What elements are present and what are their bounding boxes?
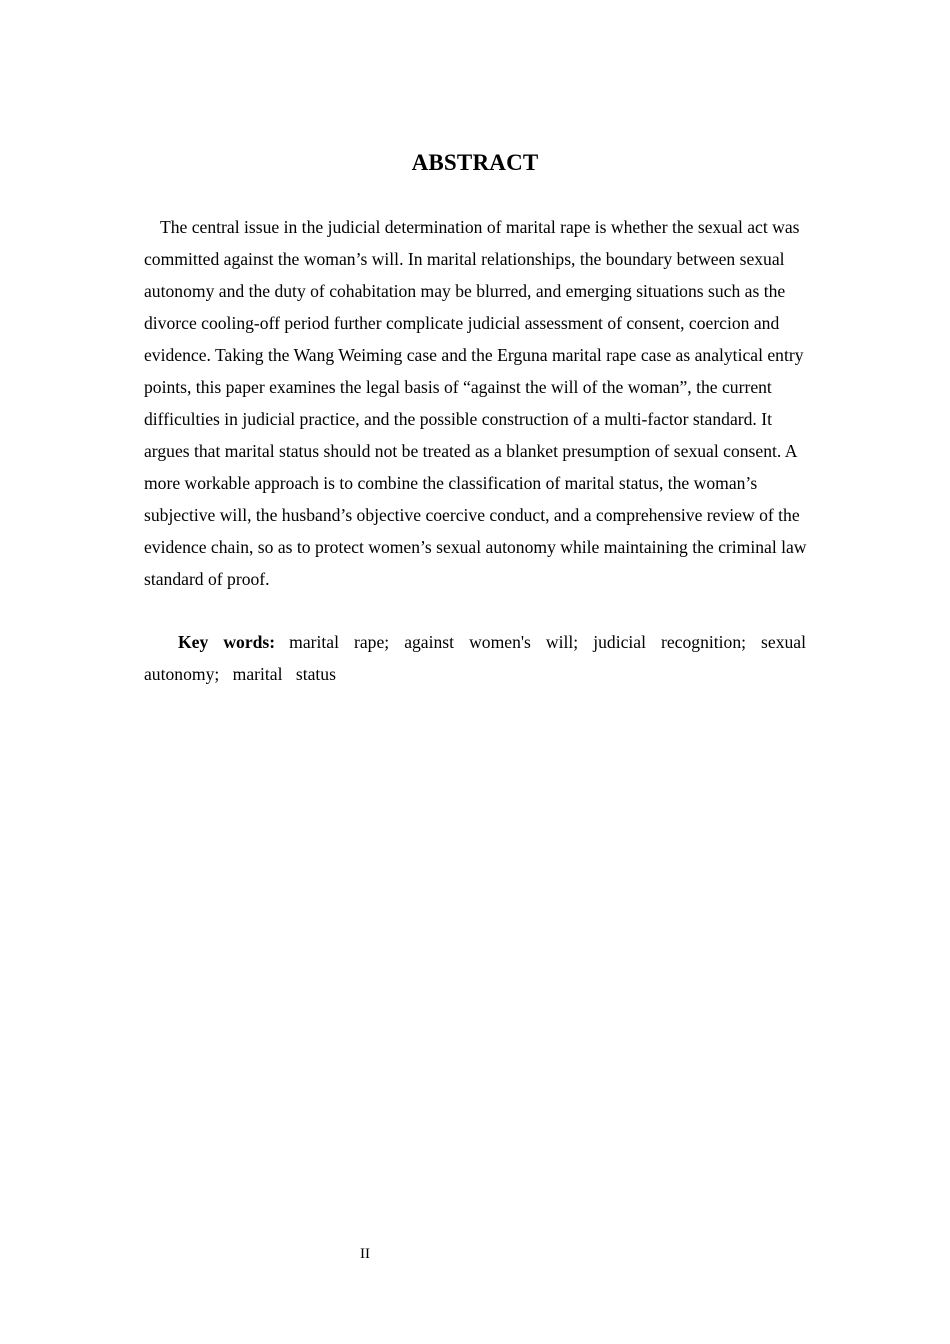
keywords-paragraph (144, 626, 806, 690)
keywords-label: Key words: (178, 632, 276, 652)
keywords-list: marital rape; against women's will; judicial recognition; sexual autonomy; marital status (144, 632, 807, 684)
abstract-title: ABSTRACT (411, 150, 539, 175)
page-number: II (360, 1246, 370, 1262)
abstract-body: The central issue in the judicial determination of marital rape is whether the sexual act was committed against the woman’s will. In marital relationships, the boundary between sexual autonomy and the duty of cohabitation may be blurred, and emerging situations such as the divorce cooling-off period further complicate judicial assessment of consent, coercion and evidence. Taking the Wang Weiming case and the Erguna marital rape case as analytical entry points, this paper examines the legal basis of “against the will of the woman”, the current difficulties in judicial practice, and the possible construction of a multi-factor standard. It argues that marital status should not be treated as a blanket presumption of sexual consent. A more workable approach is to combine the classification of marital status, the woman’s subjective will, the husband’s objective coercive conduct, and a comprehensive review of the evidence chain, so as to protect women’s sexual autonomy while maintaining the criminal law standard of proof. (144, 217, 807, 589)
